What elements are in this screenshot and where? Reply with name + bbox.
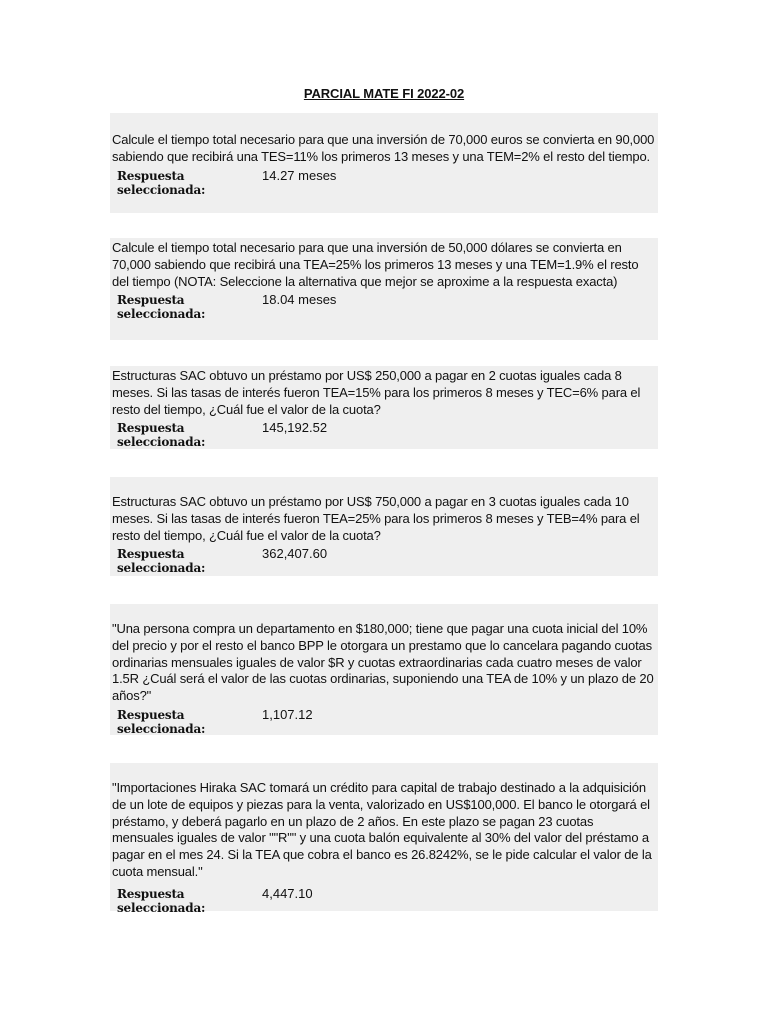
answer-row (117, 168, 656, 197)
answer-value: 4,447.10 (262, 885, 313, 901)
answer-row (117, 886, 656, 915)
question-text: Calcule el tiempo total necesario para que una inversión de 70,000 euros se convierta en 90,000 sabiendo que recibirá una TES=11% los primeros 13 meses y una TEM=2% el resto del tiempo. (112, 132, 655, 164)
answer-row (117, 707, 656, 736)
question-text: Estructuras SAC obtuvo un préstamo por US$ 750,000 a pagar en 3 cuotas iguales cada 10 meses. Si las tasas de interés fueron TEA=25% para los primeros 8 meses y TEB=4% para el resto del tiempo, ¿Cuál fue el valor de la cuota? (112, 494, 640, 543)
question-block-2 (110, 238, 658, 340)
question-block-4 (110, 477, 658, 576)
answer-row (117, 420, 656, 449)
answer-label: Respuesta seleccionada: (117, 421, 206, 450)
answer-value: 18.04 meses (262, 292, 337, 308)
answer-value: 145,192.52 (262, 420, 328, 436)
question-block-1 (110, 113, 658, 213)
question-text: "Una persona compra un departamento en $180,000; tiene que pagar una cuota inicial del 10% del precio y por el resto el banco BPP le otorgara un prestamo que lo cancelara pagando cuotas ordinarias mensuales iguales de valor $R y cuotas extraordinarias cada cuatro meses de valor 1.5R ¿Cuál será el valor de las cuotas ordinarias, suponiendo una TEA de 10% y un plazo de 20 años?" (112, 621, 654, 704)
page-title: PARCIAL MATE FI 2022-02 (303, 86, 465, 101)
question-text: Estructuras SAC obtuvo un préstamo por US$ 250,000 a pagar en 2 cuotas iguales cada 8 meses. Si las tasas de interés fueron TEA=15% para los primeros 8 meses y TEC=6% para el resto del tiempo, ¿Cuál fue el valor de la cuota? (112, 368, 641, 417)
question-block-6 (110, 763, 658, 915)
answer-label: Respuesta seleccionada: (117, 886, 206, 915)
answer-row (117, 546, 656, 575)
answer-label: Respuesta seleccionada: (117, 707, 206, 736)
answer-label: Respuesta seleccionada: (117, 293, 206, 322)
answer-label: Respuesta seleccionada: (117, 168, 206, 197)
question-block-3 (110, 366, 658, 449)
question-block-5 (110, 604, 658, 735)
answer-value: 14.27 meses (262, 167, 337, 183)
answer-row (117, 292, 656, 321)
question-text: "Importaciones Hiraka SAC tomará un crédito para capital de trabajo destinado a la adquisición de un lote de equipos y piezas para la venta, valorizado en US$100,000. El banco le otorgará el préstamo, y deberá pagarlo en un plazo de 2 años. En este plazo se pagan 23 cuotas mensuales iguales de valor ""R"" y una cuota balón equivalente al 30% del valor del préstamo a pagar en el mes 24. Si la TEA que cobra el banco es 26.8242%, se le pide calcular el valor de la cuota mensual." (112, 780, 652, 879)
answer-value: 1,107.12 (262, 706, 313, 722)
answer-value: 362,407.60 (262, 546, 328, 562)
question-text: Calcule el tiempo total necesario para que una inversión de 50,000 dólares se convierta en 70,000 sabiendo que recibirá una TEA=25% los primeros 13 meses y una TEM=1.9% el resto del tiempo (NOTA: Seleccione la alternativa que mejor se aproxime a la respuesta exacta) (112, 240, 639, 289)
answer-label: Respuesta seleccionada: (117, 547, 206, 576)
